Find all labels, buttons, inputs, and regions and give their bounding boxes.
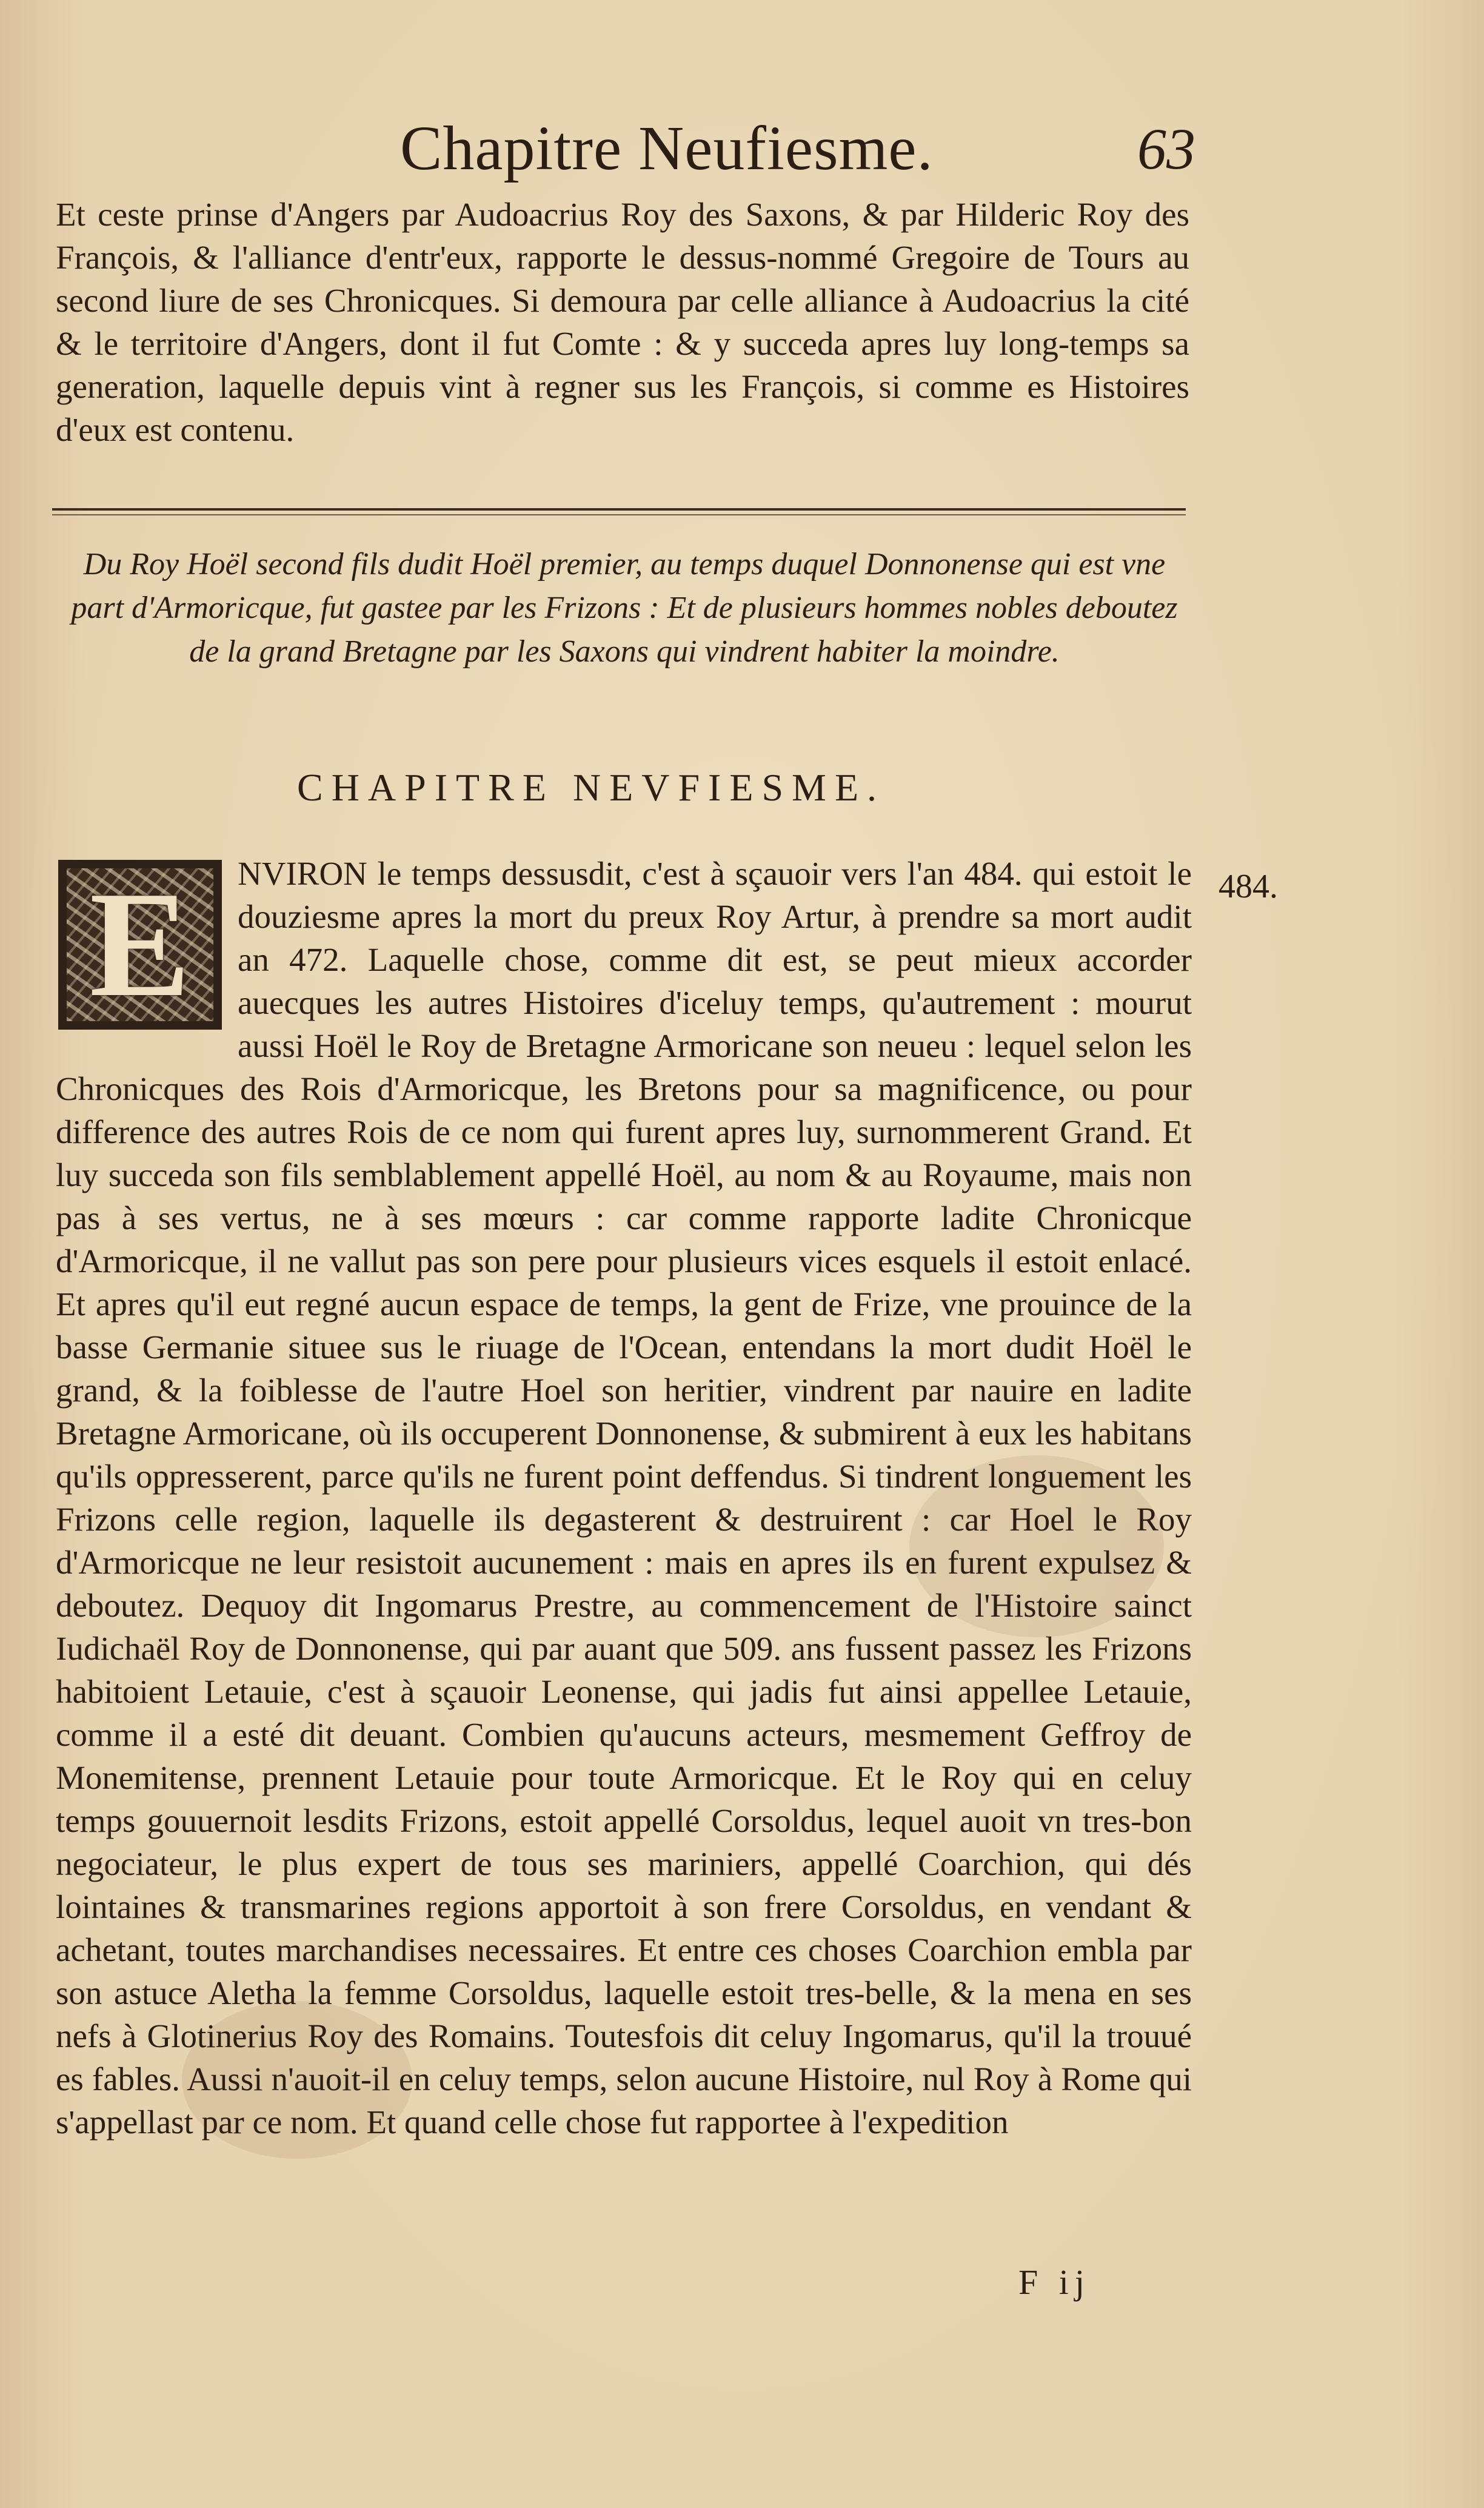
page-number: 63: [1137, 116, 1195, 181]
section-rule: [52, 508, 1186, 511]
body-paragraph: [56, 852, 1192, 2144]
running-head: Chapitre Neufiesme.: [400, 113, 934, 183]
body-paragraph-text: NVIRON le temps dessusdit, c'est à sçauoir vers l'an 484. qui estoit le douziesme apres la mort du preux Roy Artur, à prendre sa mort audit an 472. Laquelle chose, comme dit est, se peut mieux accorder auecques les autres Histoires d'iceluy temps, qu'autrement : mourut aussi Hoël le Roy de Bretagne Armoricane son neueu : lequel selon les Chronicques des Rois d'Armoricque, les Bretons pour sa magnificence, ou pour difference des autres Rois de ce nom qui furent apres luy, surnommerent Grand. Et luy succeda son fils semblablement appellé Hoël, au nom & au Royaume, mais non pas à ses vertus, ne à ses mœurs : car comme rapporte ladite Chronicque d'Armoricque, il ne vallut pas son pere pour plusieurs vices esquels il estoit enlacé. Et apres qu'il eut regné aucun espace de temps, la gent de Frize, vne prouince de la basse Germanie situee sus le riuage de l'Ocean, entendans la mort dudit Hoël le grand, & la foiblesse de l'autre Hoel son heritier, vindrent par nauire en ladite Bretagne Armoricane, où ils occuperent Donnonense, & submirent à eux les habitans qu'ils oppresserent, parce qu'ils ne furent point deffendus. Si tindrent longuement les Frizons celle region, laquelle ils degasterent & destruirent : car Hoel le Roy d'Armoricque ne leur resistoit aucunement : mais en apres ils en furent expulsez & deboutez. Dequoy dit Ingomarus Prestre, au commencement de l'Histoire sainct Iudichaël Roy de Donnonense, qui par auant que 509. ans fussent passez les Frizons habitoient Letauie, c'est à sçauoir Leonense, qui jadis fut ainsi appellee Letauie, comme il a esté dit deuant. Combien qu'aucuns acteurs, mesmement Geffroy de Monemitense, prennent Letauie pour toute Armoricque. Et le Roy qui en celuy temps gouuernoit lesdits Frizons, estoit appellé Corsoldus, lequel auoit vn tres-bon negociateur, le plus expert de tous ses mariniers, appellé Coarchion, qui dés lointaines & transmarines regions apportoit à son frere Corsoldus, en vendant & achetant, toutes marchandises necessaires. Et entre ces choses Coarchion embla par son astuce Aletha la femme Corsoldus, laquelle estoit tres-belle, & la mena en ses nefs à Glotinerius Roy des Romains. Toutesfois dit celuy Ingomarus, qu'il la trouué es fables. Aussi n'auoit-il en celuy temps, selon aucune Histoire, nul Roy à Rome qui s'appellast par ce nom. Et quand celle chose fut rapportee à l'expedition: [56, 855, 1192, 2141]
intro-paragraph: Et ceste prinse d'Angers par Audoacrius Roy des Saxons, & par Hilderic Roy des François, & l'alliance d'entr'eux, rapporte le dessus-nommé Gregoire de Tours au second liure de ses Chronicques. Si demoura par celle alliance à Audoacrius la cité & le territoire d'Angers, dont il fut Comte : & y succeda apres luy long-temps sa generation, laquelle depuis vint à regner sus les François, si comme es Histoires d'eux est contenu.: [56, 196, 1189, 448]
chapter-argument: Du Roy Hoël second fils dudit Hoël premier, au temps duquel Donnonense qui est vne part d'Armoricque, fut gastee par les Frizons : Et de plusieurs hommes nobles deboutez de la grand Bretagne par les Saxons qui vindrent habiter la moindre.: [71, 547, 1178, 669]
signature-mark: F ij: [1018, 2262, 1091, 2302]
dropcap-spacer: [56, 852, 238, 1028]
initial-letter: E: [89, 860, 191, 1028]
margin-note-year: 484.: [1218, 868, 1278, 905]
section-rule-thin: [52, 514, 1186, 515]
chapter-title: CHAPITRE NEVFIESME.: [297, 766, 886, 809]
